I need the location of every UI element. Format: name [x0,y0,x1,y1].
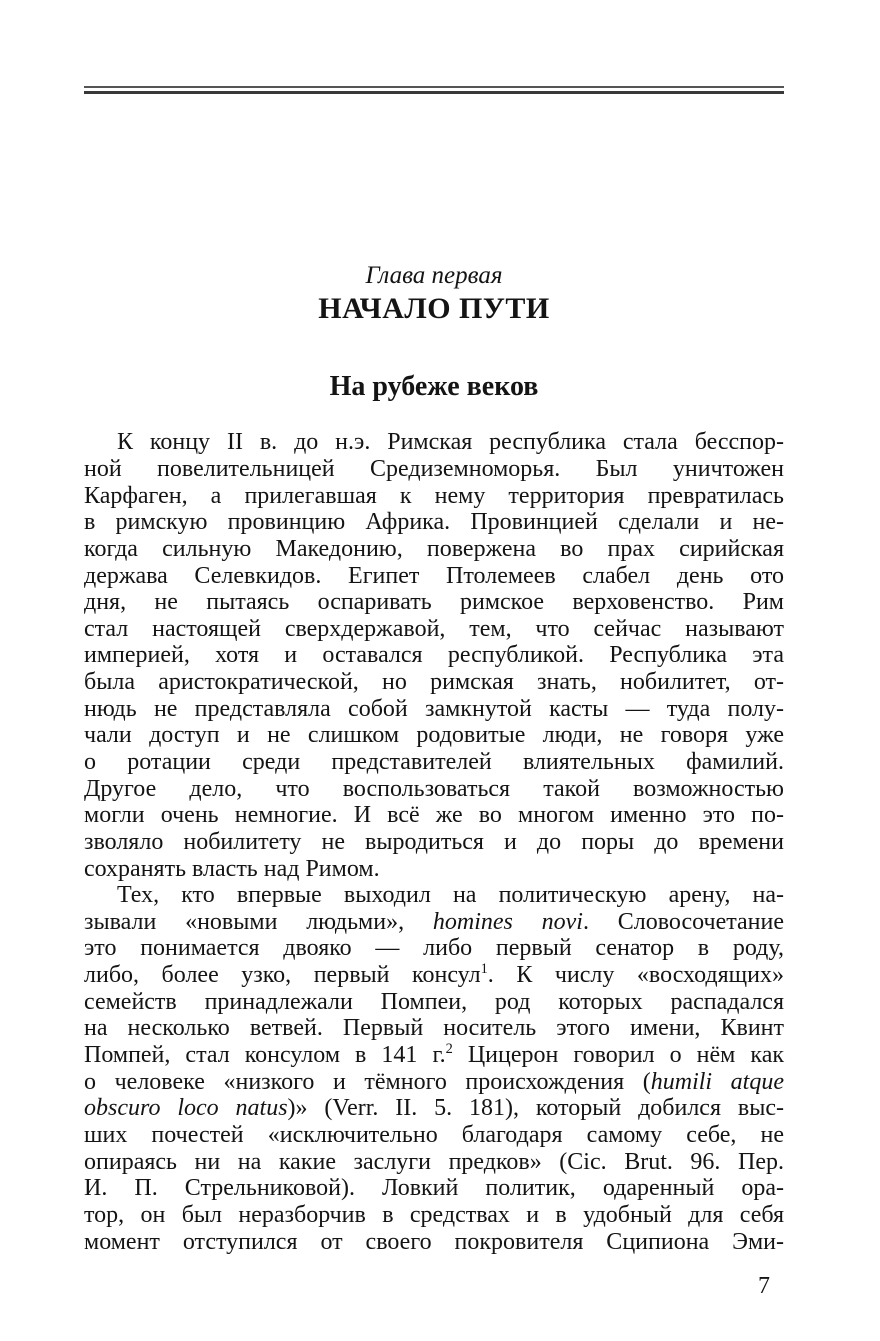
text-line [84,1149,784,1176]
text-line [84,456,784,483]
footnote-marker: 2 [445,1041,453,1058]
text-segment: либо, более узко, первый консул [84,962,481,989]
text-segment: чали доступ и не слишком родовитые люди, не говоря уже [84,722,784,749]
header-double-rule [84,86,784,94]
text-segment: момент отступился от своего покровителя Сципиона Эми- [84,1228,784,1255]
latin-italic-text: obscuro loco natus [84,1095,288,1122]
text-segment: ной повелительницей Средиземноморья. Был уничтожен [84,455,784,482]
text-line [84,909,784,936]
section-title: На рубеже веков [329,370,539,402]
text-segment: в римскую провинцию Африка. Провинцией сделали и не- [84,509,784,536]
text-line [84,989,784,1016]
chapter-title: НАЧАЛО ПУТИ [318,291,550,325]
text-segment: когда сильную Македонию, повержена во прах сирийская [84,535,784,562]
text-line [84,722,784,749]
text-line [84,1069,784,1096]
text-segment: . К числу «восходящих» [487,962,785,989]
text-segment: Другое дело, что воспользоваться такой возможностью [84,775,784,802]
text-segment: )» (Verr. II. 5. 181), который добился выс- [287,1095,784,1122]
latin-italic-text: humili atque [650,1068,785,1095]
text-segment: о человеке «низкого и тёмного происхождения ( [84,1068,651,1095]
text-line [84,856,784,883]
text-line [84,429,784,456]
text-segment: К концу II в. до н.э. Римская республика стала бесспор- [117,429,784,456]
text-line [84,589,784,616]
text-segment: Цицерон говорил о нём как [452,1042,785,1069]
text-block [84,86,784,1300]
text-line [84,563,784,590]
latin-italic-text: homines novi [432,908,583,935]
text-segment: И. П. Стрельниковой). Ловкий политик, одаренный ора- [84,1175,784,1202]
page-number: 7 [758,1273,770,1300]
text-line [84,1122,784,1149]
text-segment: Тех, кто впервые выходил на политическую арену, на- [117,882,784,909]
text-segment: о ротации среди представителей влиятельных фамилий. [84,748,784,775]
text-segment: тор, он был неразборчив в средствах и в удобный для себя [84,1201,784,1228]
text-segment: Карфаген, а прилегавшая к нему территория превратилась [84,482,784,509]
text-segment: дня, не пытаясь оспаривать римское верховенство. Рим [84,589,784,616]
text-line [84,962,784,989]
text-line [84,1175,784,1202]
text-segment: на несколько ветвей. Первый носитель этого имени, Квинт [84,1015,784,1042]
text-line [84,1202,784,1229]
text-line [84,749,784,776]
text-line [84,642,784,669]
text-segment: ших почестей «исключительно благодаря самому себе, не [84,1121,784,1148]
text-line [84,1042,784,1069]
text-line [84,669,784,696]
text-segment: Помпей, стал консулом в 141 г. [84,1042,446,1069]
text-segment: сохранять власть над Римом. [84,855,380,882]
body-text [84,429,784,1255]
text-segment: была аристократической, но римская знать, нобилитет, от- [84,669,784,696]
footnote-marker: 1 [480,961,488,978]
text-segment: империей, хотя и оставался республикой. Республика эта [84,642,784,669]
text-segment: могли очень немногие. И всё же во многом именно это по- [84,802,784,829]
text-line [84,616,784,643]
text-line [84,509,784,536]
text-segment: нюдь не представляла собой замкнутой касты — туда полу- [84,695,784,722]
chapter-label: Глава первая [365,262,503,289]
text-segment: . Словосочетание [582,908,785,935]
text-line [84,1095,784,1122]
text-line [84,776,784,803]
text-segment: опираясь ни на какие заслуги предков» (Cic. Brut. 96. Пер. [84,1148,784,1175]
text-segment: это понимается двояко — либо первый сенатор в роду, [84,935,784,962]
text-segment: стал настоящей сверхдержавой, тем, что сейчас называют [84,615,784,642]
text-line [84,536,784,563]
text-segment: зволяло нобилитету не выродиться и до поры до времени [84,828,784,855]
text-line [84,1229,784,1256]
text-line [84,829,784,856]
text-segment: зывали «новыми людьми», [84,908,433,935]
text-line [84,483,784,510]
text-line [84,696,784,723]
text-line [84,802,784,829]
text-segment: держава Селевкидов. Египет Птолемеев слабел день ото [84,562,784,589]
text-line [84,882,784,909]
text-segment: семейств принадлежали Помпеи, род которых распадался [84,988,784,1015]
text-line [84,935,784,962]
text-line [84,1015,784,1042]
